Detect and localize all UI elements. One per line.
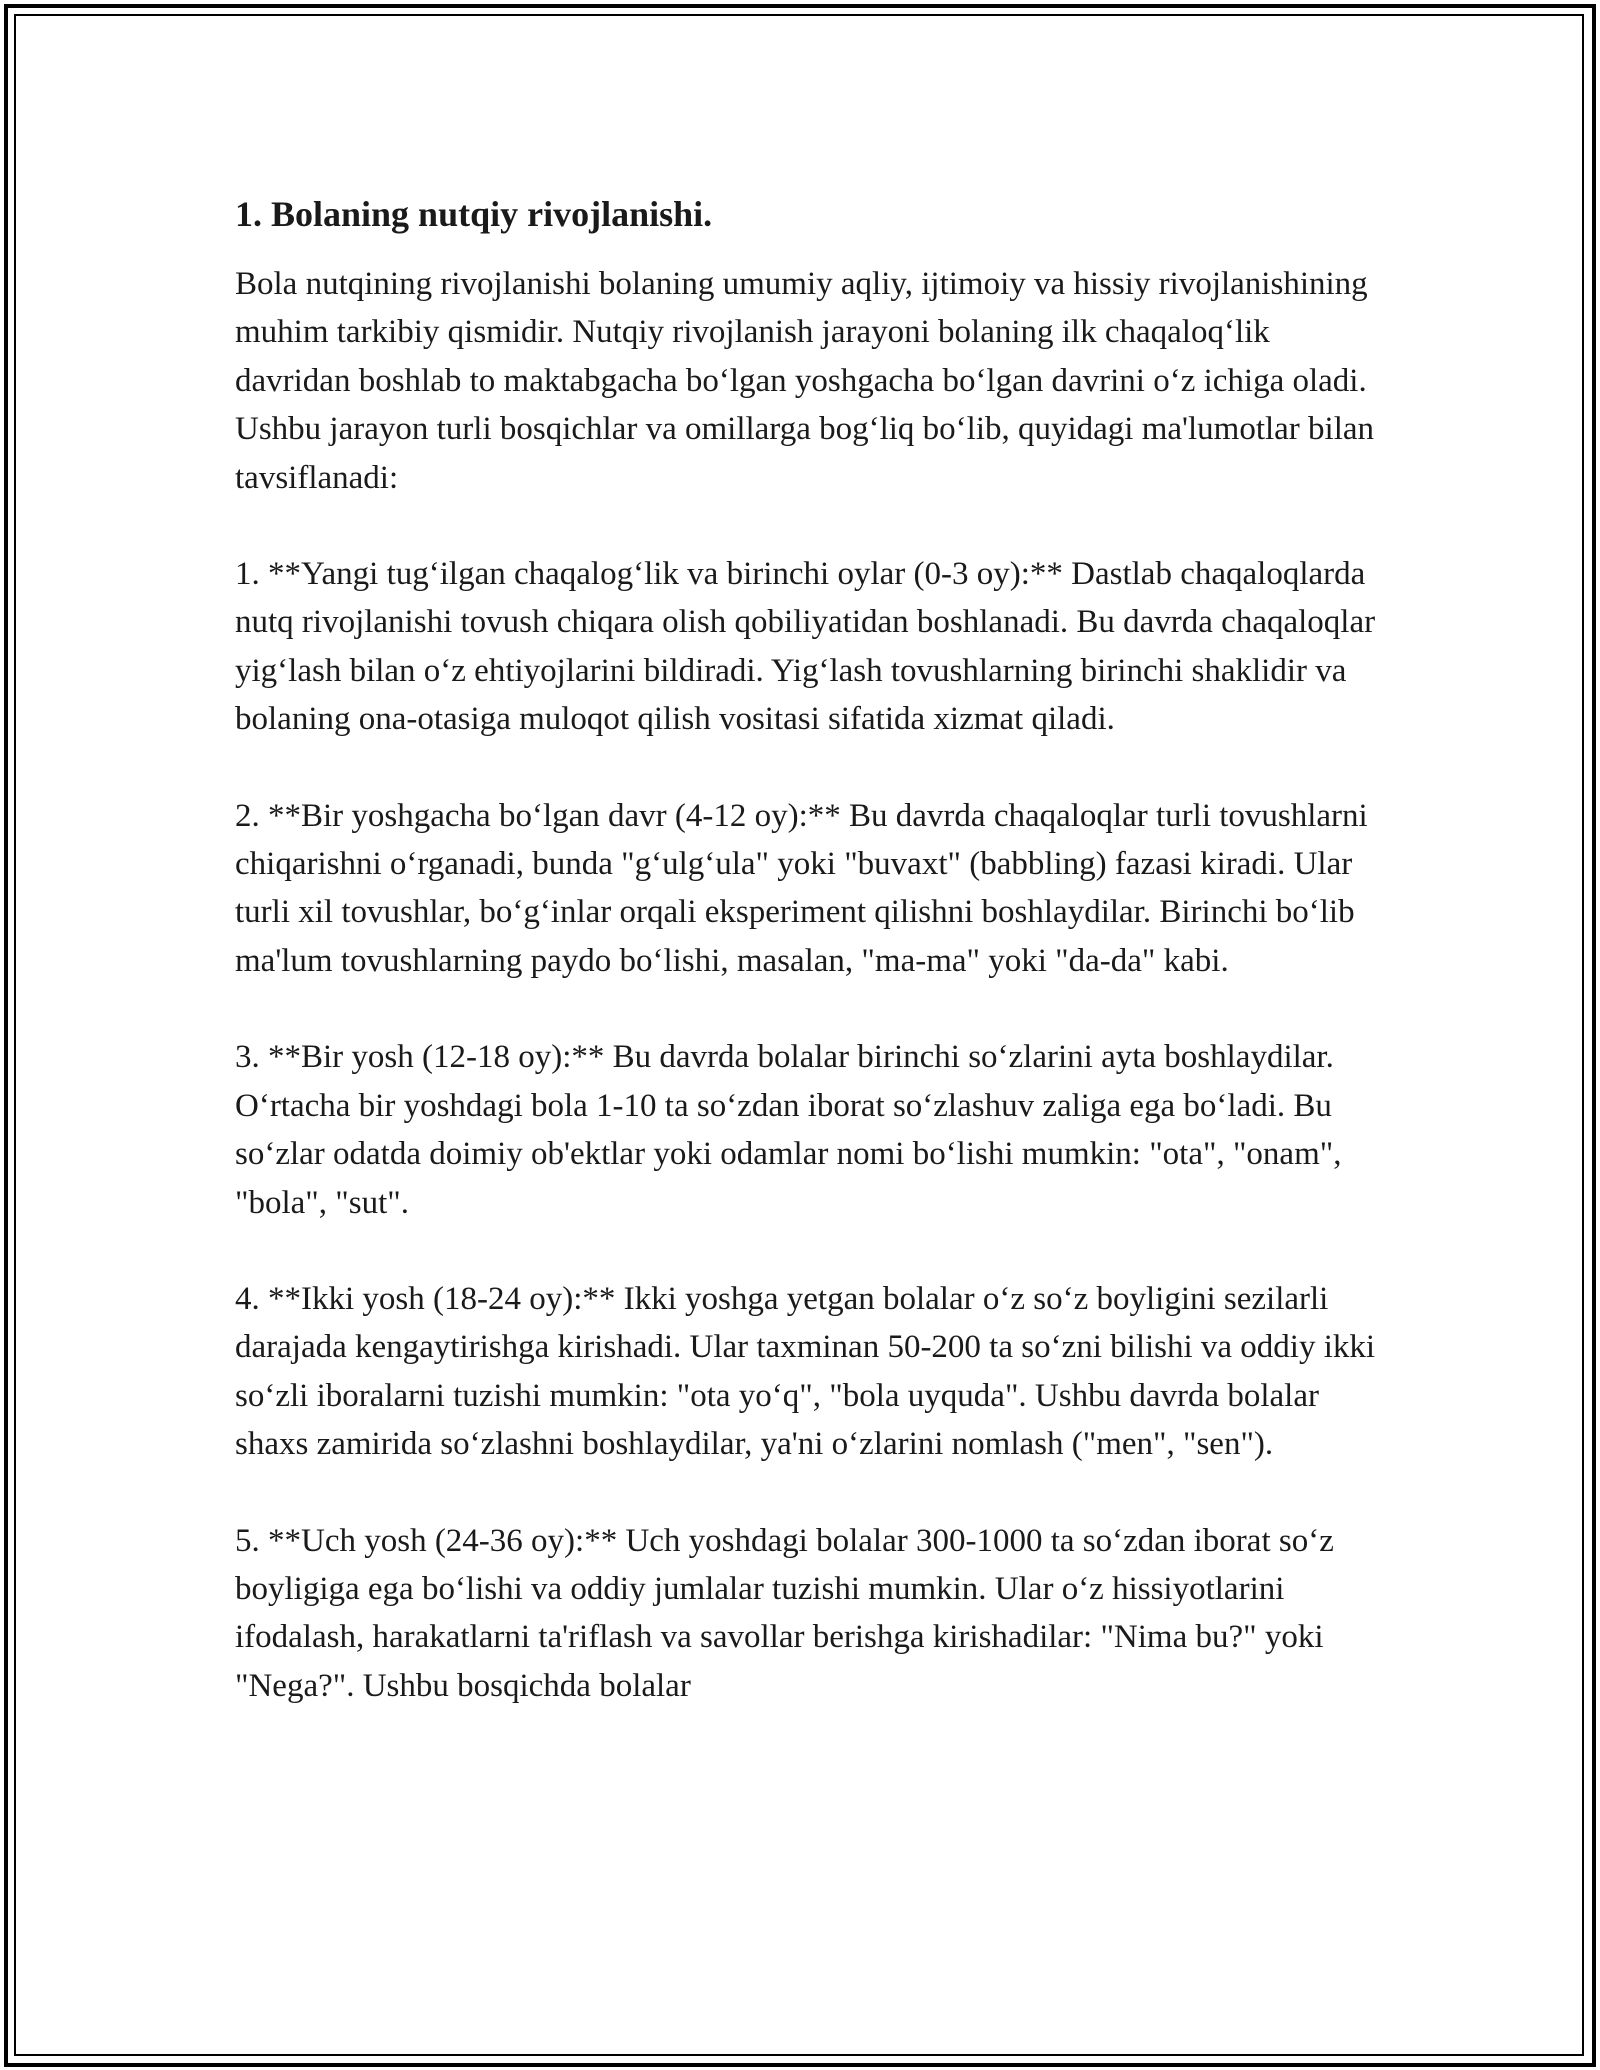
document-body (235, 190, 1385, 1758)
stage-1-paragraph: 1. **Yangi tug‘ilgan chaqalog‘lik va birinchi oylar (0-3 oy):** Dastlab chaqaloqlarda nutq rivojlanishi tovush chiqara olish qobiliyatidan boshlanadi. Bu davrda chaqaloqlar yig‘lash bilan o‘z ehtiyojlarini bildiradi. Yig‘lash tovushlarning birinchi shaklidir va bolaning ona-otasiga muloqot qilish vositasi sifatida xizmat qiladi. (235, 556, 1376, 738)
stage-3-paragraph: 3. **Bir yosh (12-18 oy):** Bu davrda bolalar birinchi so‘zlarini ayta boshlaydilar. O‘rtacha bir yoshdagi bola 1-10 ta so‘zdan iborat so‘zlashuv zaliga ega bo‘ladi. Bu so‘zlar odatda doimiy ob'ektlar yoki odamlar nomi bo‘lishi mumkin: "ota", "onam", "bola", "sut". (235, 1039, 1342, 1221)
document-title: 1. Bolaning nutqiy rivojlanishi. (235, 194, 713, 234)
stage-5-paragraph: 5. **Uch yosh (24-36 oy):** Uch yoshdagi bolalar 300-1000 ta so‘zdan iborat so‘z boyligiga ega bo‘lishi va oddiy jumlalar tuzishi mumkin. Ular o‘z hissiyotlarini ifodalash, harakatlarni ta'riflash va savollar berishga kirishadilar: "Nima bu?" yoki "Nega?". Ushbu bosqichda bolalar (235, 1522, 1334, 1704)
stage-2-paragraph: 2. **Bir yoshgacha bo‘lgan davr (4-12 oy):** Bu davrda chaqaloqlar turli tovushlarni chiqarishni o‘rganadi, bunda "g‘ulg‘ula" yoki "buvaxt" (babbling) fazasi kiradi. Ular turli xil tovushlar, bo‘g‘inlar orqali eksperiment qilishni boshlaydilar. Birinchi bo‘lib ma'lum tovushlarning paydo bo‘lishi, masalan, "ma-ma" yoki "da-da" kabi. (235, 797, 1368, 979)
stage-4-paragraph: 4. **Ikki yosh (18-24 oy):** Ikki yoshga yetgan bolalar o‘z so‘z boyligini sezilarli darajada kengaytirishga kirishadi. Ular taxminan 50-200 ta so‘zni bilishi va oddiy ikki so‘zli iboralarni tuzishi mumkin: "ota yo‘q", "bola uyquda". Ushbu davrda bolalar shaxs zamirida so‘zlashni boshlaydilar, ya'ni o‘zlarini nomlash ("men", "sen"). (235, 1280, 1376, 1463)
intro-paragraph: Bola nutqining rivojlanishi bolaning umumiy aqliy, ijtimoiy va hissiy rivojlanishining muhim tarkibiy qismidir. Nutqiy rivojlanish jarayoni bolaning ilk chaqaloq‘lik davridan boshlab to maktabgacha bo‘lgan yoshgacha bo‘lgan davrini o‘z ichiga oladi. Ushbu jarayon turli bosqichlar va omillarga bog‘liq bo‘lib, quyidagi ma'lumotlar bilan tavsiflanadi: (235, 266, 1375, 496)
